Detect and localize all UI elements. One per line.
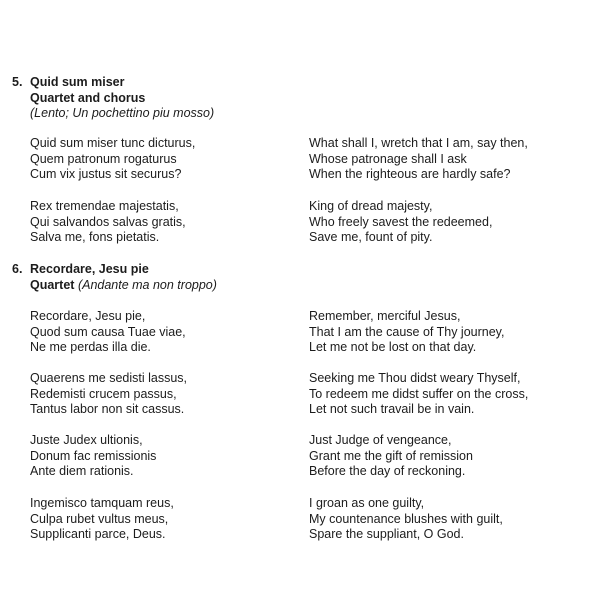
- section-6-number: 6.: [12, 262, 23, 276]
- verse-line: Quod sum causa Tuae viae,: [30, 324, 186, 339]
- section-5-latin-stanza-2: [30, 199, 186, 246]
- section-6-title: Recordare, Jesu pie: [30, 262, 149, 276]
- section-6-latin-stanza-4: [30, 496, 174, 543]
- verse-line: What shall I, wretch that I am, say then,: [309, 136, 528, 150]
- section-5-title: Quid sum miser: [30, 75, 125, 89]
- verse-line: When the righteous are hardly safe?: [309, 167, 511, 181]
- verse-line: Grant me the gift of remission: [309, 448, 473, 463]
- verse-line: To redeem me didst suffer on the cross,: [309, 386, 529, 401]
- verse-line: My countenance blushes with guilt,: [309, 511, 503, 526]
- section-6-english-stanza-1: [309, 309, 504, 356]
- section-6-english-stanza-3: [309, 433, 473, 480]
- verse-line: Redemisti crucem passus,: [30, 386, 177, 401]
- verse-line: King of dread majesty,: [309, 199, 433, 213]
- section-6-english-stanza-2: [309, 371, 528, 418]
- verse-line: Save me, fount of pity.: [309, 230, 433, 244]
- section-5-tempo: (Lento; Un pochettino piu mosso): [30, 106, 215, 120]
- verse-line: Qui salvandos salvas gratis,: [30, 214, 186, 229]
- verse-line: Cum vix justus sit securus?: [30, 167, 182, 181]
- section-6-latin-stanza-2: [30, 371, 187, 418]
- section-5-latin-stanza-1: [30, 136, 195, 183]
- verse-line: Donum fac remissionis: [30, 448, 157, 463]
- verse-line: Before the day of reckoning.: [309, 464, 466, 478]
- section-6-subtitle: Quartet: [30, 277, 75, 292]
- verse-line: Spare the suppliant, O God.: [309, 527, 464, 541]
- verse-line: Let not such travail be in vain.: [309, 402, 475, 416]
- section-6-subtitle-line: [30, 278, 217, 294]
- section-6-tempo: (Andante ma non troppo): [77, 277, 217, 292]
- verse-line: I groan as one guilty,: [309, 496, 425, 510]
- verse-line: Ne me perdas illa die.: [30, 340, 151, 354]
- section-5-number: 5.: [12, 75, 23, 89]
- verse-line: Rex tremendae majestatis,: [30, 199, 179, 213]
- section-6-heading: [30, 262, 217, 293]
- section-6-english-stanza-4: [309, 496, 503, 543]
- verse-line: Ingemisco tamquam reus,: [30, 496, 174, 510]
- section-5-heading: [30, 75, 214, 122]
- verse-line: Recordare, Jesu pie,: [30, 309, 146, 323]
- verse-line: Remember, merciful Jesus,: [309, 309, 461, 323]
- verse-line: Let me not be lost on that day.: [309, 340, 477, 354]
- verse-line: Juste Judex ultionis,: [30, 433, 143, 447]
- verse-line: Supplicanti parce, Deus.: [30, 527, 166, 541]
- section-5-english-stanza-2: [309, 199, 492, 246]
- section-6-latin-stanza-1: [30, 309, 186, 356]
- verse-line: That I am the cause of Thy journey,: [309, 324, 505, 339]
- verse-line: Just Judge of vengeance,: [309, 433, 452, 447]
- verse-line: Quem patronum rogaturus: [30, 151, 177, 166]
- verse-line: Ante diem rationis.: [30, 464, 134, 478]
- section-5-subtitle: Quartet and chorus: [30, 90, 146, 105]
- verse-line: Quid sum miser tunc dicturus,: [30, 136, 196, 150]
- verse-line: Salva me, fons pietatis.: [30, 230, 160, 244]
- verse-line: Seeking me Thou didst weary Thyself,: [309, 371, 521, 385]
- verse-line: Culpa rubet vultus meus,: [30, 511, 169, 526]
- verse-line: Who freely savest the redeemed,: [309, 214, 493, 229]
- section-5-english-stanza-1: [309, 136, 528, 183]
- verse-line: Whose patronage shall I ask: [309, 151, 467, 166]
- verse-line: Tantus labor non sit cassus.: [30, 402, 185, 416]
- verse-line: Quaerens me sedisti lassus,: [30, 371, 188, 385]
- section-6-latin-stanza-3: [30, 433, 156, 480]
